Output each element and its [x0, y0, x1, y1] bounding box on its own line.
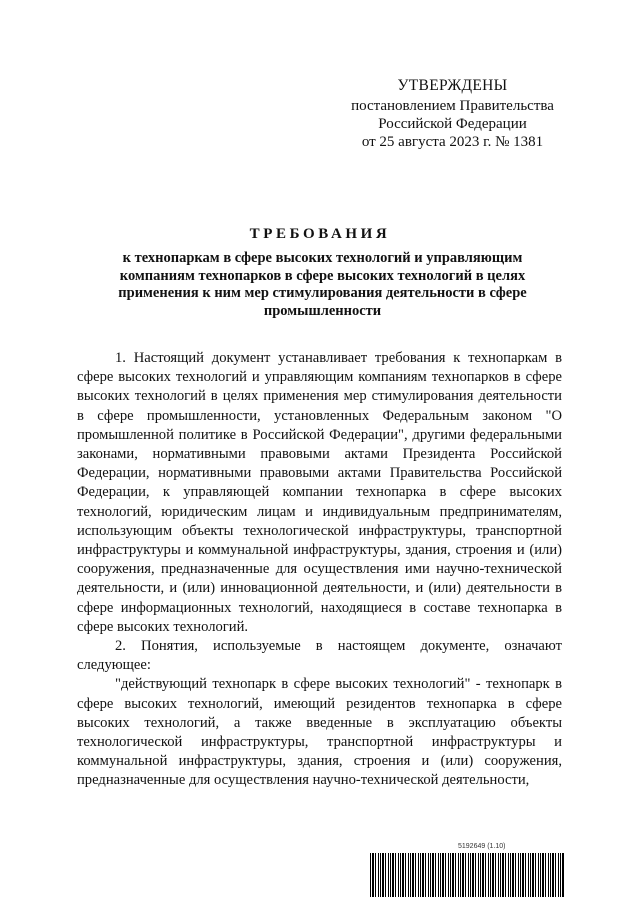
document-subtitle: к технопаркам в сфере высоких технологий и управляющим компаниям технопарков в сфере высоких технологий в целях применения к ним мер стимулирования деятельности в сфере промышленности — [118, 250, 527, 319]
paragraph-1: 1. Настоящий документ устанавливает требования к технопаркам в сфере высоких технологий и управляющим компаниям технопарков в сфере высоких технологий в целях применения мер стимулирования деятельности в сфере промышленности, установленных Федеральным законом "О промышленной политике в Российской Федерации", другими федеральными законами, нормативными правовыми актами Президента Российской Федерации, нормативными правовыми актами Правительства Российской Федерации, к управляющей компании технопарка в сфере высоких технологий, юридическим лицам и индивидуальным предпринимателям, использующим объекты технологической инфраструктуры, транспортной инфраструктуры и коммунальной инфраструктуры, здания, строения и (или) сооружения, предназначенные для осуществления ими научно-технической деятельности, и (или) инновационной деятельности, и (или) деятельности в сфере информационных технологий, находящиеся в составе технопарка в сфере высоких технологий. — [77, 350, 562, 635]
footer-document-code: 5192649 (1.10) — [458, 843, 506, 850]
approval-heading: УТВЕРЖДЕНЫ — [397, 77, 508, 94]
approval-line-1: постановлением Правительства — [351, 98, 554, 114]
approval-line-3: от 25 августа 2023 г. № 1381 — [361, 134, 544, 150]
paragraph-3: "действующий технопарк в сфере высоких технологий" - технопарк в сфере высоких технологий, имеющий резидентов технопарка в сфере высоких технологий, а также введенные в эксплуатацию объекты технологической инфраструктуры, транспортной инфраструктуры и коммунальной инфраструктуры, здания, строения и (или) сооружения, предназначенные для осуществления научно-технической деятельности, — [77, 676, 562, 789]
paragraph-2: 2. Понятия, используемые в настоящем документе, означают следующее: — [77, 638, 562, 674]
document-body — [77, 349, 562, 791]
approval-line-2: Российской Федерации — [378, 116, 527, 132]
barcode — [370, 853, 565, 897]
document-title: ТРЕБОВАНИЯ — [249, 226, 391, 242]
approval-block — [345, 77, 560, 151]
